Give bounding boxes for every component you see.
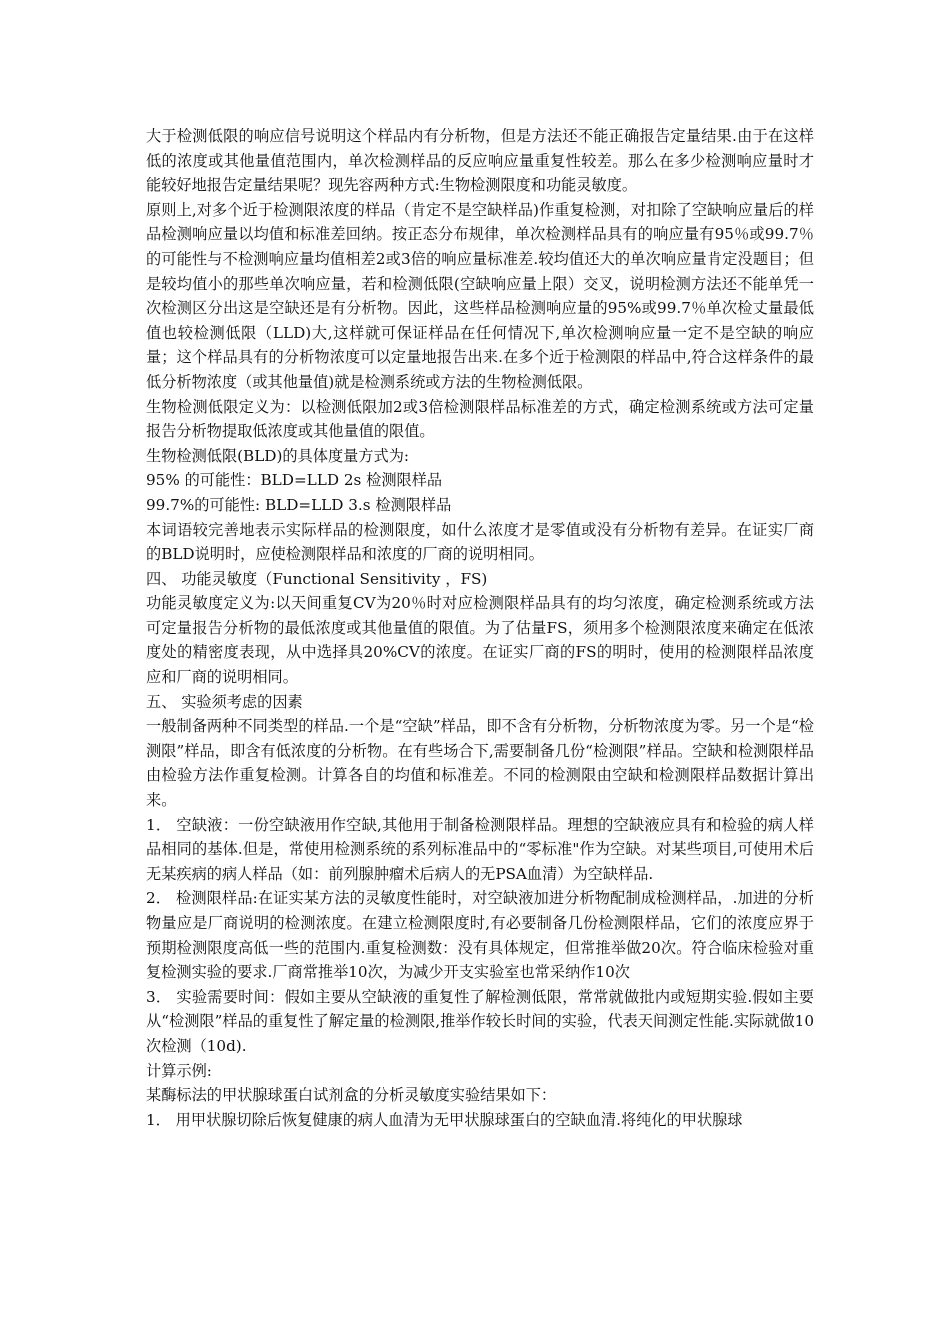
paragraph-bld-note: 本词语较完善地表示实际样品的检测限度，如什么浓度才是零值或没有分析物有差异。在证实厂商的BLD说明时，应使检测限样品和浓度的厂商的说明相同。 (146, 520, 814, 564)
paragraph-bld-method: 生物检测低限(BLD)的具体度量方式为: (146, 446, 410, 465)
formula-95: 95% 的可能性：BLD=LLD 2s 检测限样品 (146, 471, 443, 490)
heading-example: 计算示例: (146, 1061, 212, 1080)
paragraph-principle: 原则上,对多个近于检测限浓度的样品（肯定不是空缺样品)作重复检测，对扣除了空缺响应量后的样品检测响应量以均值和标准差回纳。按正态分布规律，单次检测样品具有的响应量有95％或99.7％的可能性与不检测响应量均值相差2或3倍的响应量标准差.较均值还大的单次响应量肯定没题目；但是较均值小的那些单次响应量，若和检测低限(空缺响应量上限）交叉，说明检测方法还不能单凭一次检测区分出这是空缺还是有分析物。因此，这些样品检测响应量的95%或99.7％单次检丈量最低值也较检测低限（LLD)大,这样就可保证样品在任何情况下,单次检测响应量一定不是空缺的响应量；这个样品具有的分析物浓度可以定量地报告出来.在多个近于检测限的样品中,符合这样条件的最低分析物浓度（或其他量值)就是检测系统或方法的生物检测低限。 (146, 200, 814, 391)
paragraph-example-intro: 某酶标法的甲状腺球蛋白试剂盒的分析灵敏度实验结果如下： (146, 1086, 557, 1105)
paragraph-samples: 一般制备两种不同类型的样品.一个是“空缺”样品，即不含有分析物，分析物浓度为零。另一个是“检测限”样品，即含有低浓度的分析物。在有些场合下,需要制备几份“检测限”样品。空缺和检测限样品由检验方法作重复检测。计算各自的均值和标准差。不同的检测限由空缺和检测限样品数据计算出来。 (146, 717, 814, 810)
heading-section-4: 四、 功能灵敏度（Functional Sensitivity ，FS) (146, 569, 488, 588)
heading-section-5: 五、 实验须考虑的因素 (146, 692, 303, 711)
paragraph-intro: 大于检测低限的响应信号说明这个样品内有分析物，但是方法还不能正确报告定量结果.由于在这样低的浓度或其他量值范围内，单次检测样品的反应响应量重复性较差。那么在多少检测响应量时才能较好地报告定量结果呢？现先容两种方式:生物检测限度和功能灵敏度。 (146, 127, 814, 195)
list-item-3-time: 3． 实验需要时间：假如主要从空缺液的重复性了解检测低限，常常就做批内或短期实验.假如主要从“检测限”样品的重复性了解定量的检测限,推举作较长时间的实验，代表天间测定性能.实际就做10次检测（10d). (146, 987, 814, 1055)
formula-99-7: 99.7%的可能性: BLD=LLD 3.s 检测限样品 (146, 495, 452, 514)
list-item-1-blank: 1． 空缺液：一份空缺液用作空缺,其他用于制备检测限样品。理想的空缺液应具有和检验的病人样品相同的基体.但是，常使用检测系统的系列标准品中的“零标准"作为空缺。对某些项目,可使用术后无某疾病的病人样品（如：前列腺肿瘤术后病人的无PSA血清）为空缺样品. (146, 815, 814, 883)
paragraph-fs-definition: 功能灵敏度定义为:以天间重复CV为20％时对应检测限样品具有的均匀浓度，确定检测系统或方法可定量报告分析物的最低浓度或其他量值的限值。为了估量FS，须用多个检测限浓度来确定在低浓度处的精密度表现，从中选择具20%CV的浓度。在证实厂商的FS的明时，使用的检测限样品浓度应和厂商的说明相同。 (146, 594, 814, 687)
document-body (146, 124, 814, 1132)
list-item-2-limit-sample: 2． 检测限样品:在证实某方法的灵敏度性能时，对空缺液加进分析物配制成检测样品，.加进的分析物量应是厂商说明的检测浓度。在建立检测限度时,有必要制备几份检测限样品，它们的浓度应界于预期检测限度高低一些的范围内.重复检测数：没有具体规定，但常推举做20次。符合临床检验对重复检测实验的要求.厂商常推举10次，为减少开支实验室也常采纳作10次 (146, 889, 814, 982)
list-item-example-1: 1． 用甲状腺切除后恢复健康的病人血清为无甲状腺球蛋白的空缺血清.将纯化的甲状腺球 (146, 1110, 743, 1129)
paragraph-bld-definition: 生物检测低限定义为：以检测低限加2或3倍检测限样品标准差的方式，确定检测系统或方法可定量报告分析物提取低浓度或其他量值的限值。 (146, 397, 814, 441)
